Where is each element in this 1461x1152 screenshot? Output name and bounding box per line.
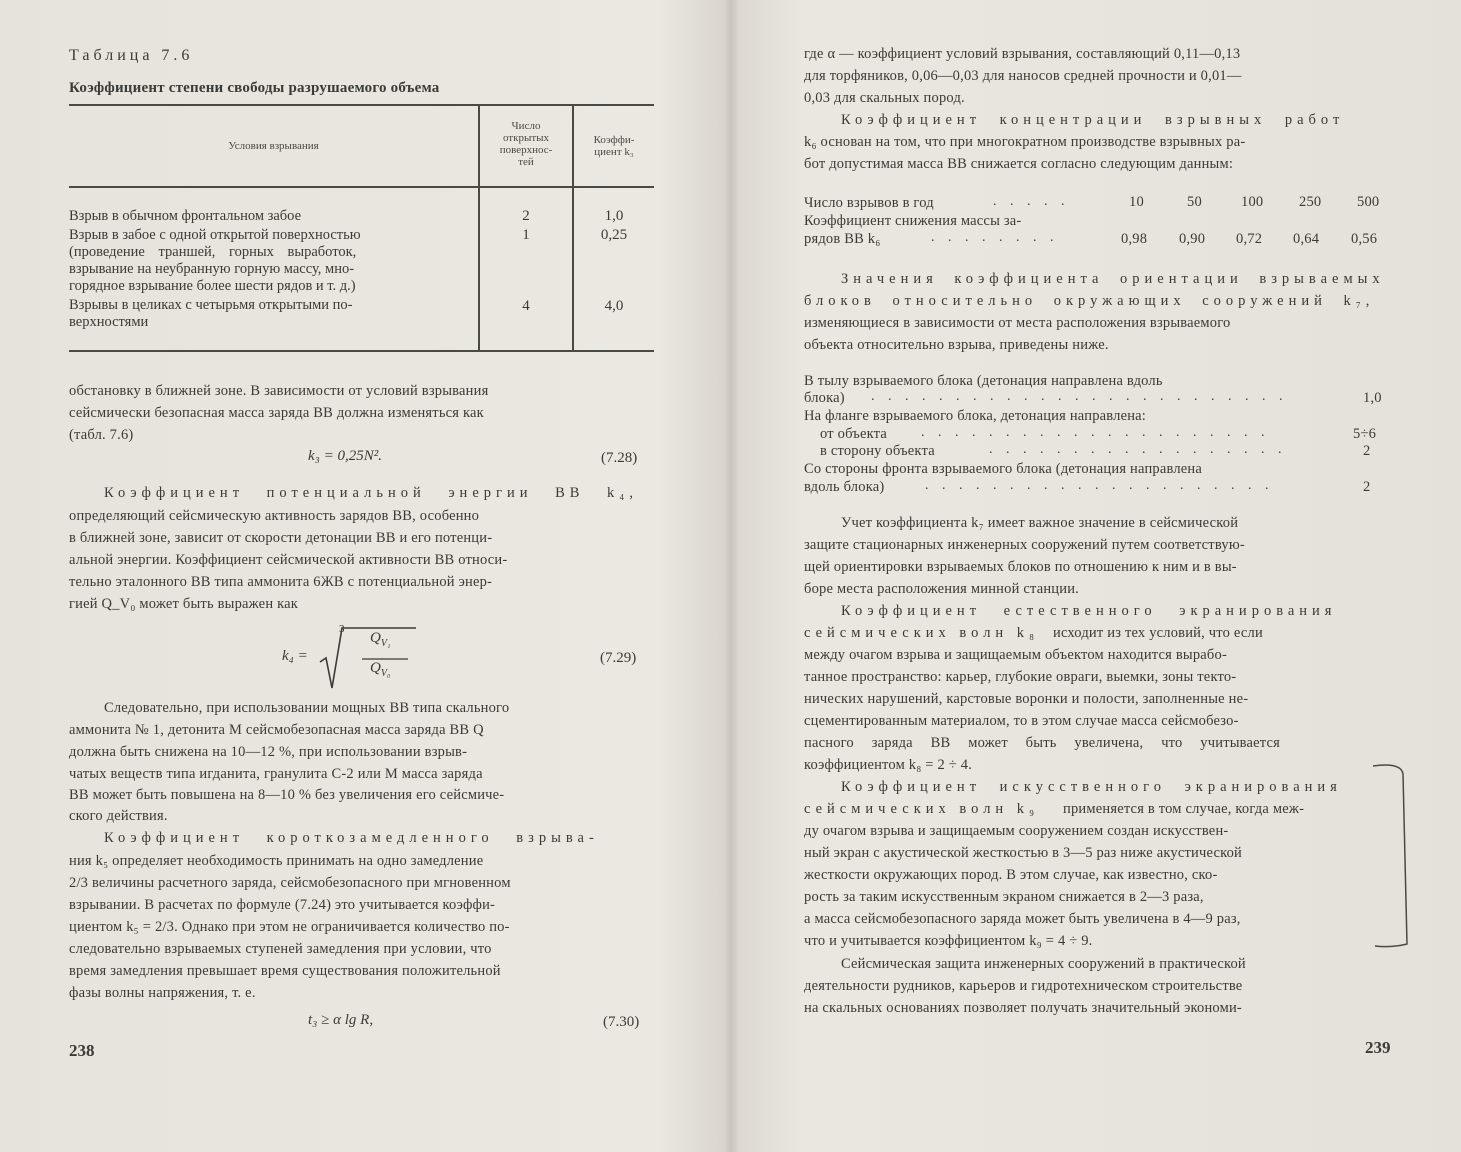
data-row2-value: 0,72 — [1236, 231, 1263, 247]
left-para4-line-2: 2/3 величины расчетного заряда, сейсмобезопасного при мгновенном — [69, 875, 511, 891]
right-para5-line-5: сцементированным материалом, то в этом случае масса сейсмобезо- — [804, 713, 1239, 729]
right-para4-line-4: боре места расположения минной станции. — [804, 581, 1080, 597]
left-para3-line-2: аммонита № 1, детонита М сейсмобезопасная масса заряда ВВ Q — [69, 722, 484, 738]
table-row-3-line-1: Взрывы в целиках с четырьмя открытыми по- — [69, 297, 353, 313]
right-para4-line-2: защите стационарных инженерных сооружений путем соответствую- — [804, 537, 1245, 553]
right-para7-line-2: деятельности рудников, карьеров и гидротехническом строительстве — [804, 978, 1243, 994]
right-para1-line-1: где α — коэффициент условий взрывания, составляющий 0,11—0,13 — [804, 46, 1241, 62]
left-para4-heading: Коэффициент короткозамедленного взрыва- — [104, 830, 599, 846]
table-bottom-rule — [69, 350, 654, 352]
left-para4-line-7: фазы волны напряжения, т. е. — [69, 985, 256, 1001]
table-header-conditions: Условия взрывания — [228, 140, 319, 152]
leader-dots: . . . . . . . . . . . . . . . . . . . . . — [921, 425, 1270, 440]
table-header-surfaces — [480, 120, 572, 168]
table-row-2-line-1: Взрыв в забое с одной открытой поверхностью — [69, 227, 361, 243]
left-para4-line-4: циентом k₅ = 2/3. Однако при этом не ограничивается количество по- — [69, 919, 510, 935]
data-row1-value: 10 — [1129, 194, 1144, 210]
data-row1-value: 100 — [1241, 194, 1264, 210]
eq29-den-sub: V₀ — [380, 668, 391, 679]
left-para1-line-1: обстановку в ближней зоне. В зависимости от условий взрывания — [69, 383, 489, 399]
radical-sign — [318, 622, 418, 692]
header-line: поверхнос- — [499, 144, 553, 156]
left-para1-line-2: сейсмически безопасная масса заряда ВВ должна изменяться как — [69, 405, 484, 421]
header-line: Коэффи- — [593, 134, 635, 146]
orient-item-value: 2 — [1363, 479, 1371, 495]
left-para4-line-1: ния k₅ определяет необходимость принимать на одно замедление — [69, 853, 484, 869]
data-row1-value: 250 — [1299, 194, 1322, 210]
orient-item-text: Со стороны фронта взрываемого блока (детонация направлена — [804, 461, 1203, 477]
data-row2-value: 0,98 — [1121, 231, 1148, 247]
right-para5-heading-2: сейсмических волн k₈ — [804, 625, 1040, 641]
left-para4-line-3: взрывании. В расчетах по формуле (7.24) это учитывается коэффи- — [69, 897, 496, 913]
table-row-2-line-2: (проведение траншей, горных выработок, — [69, 244, 357, 260]
right-para6-line-4: жесткости окружающих пород. В этом случае, как известно, ско- — [804, 867, 1218, 883]
orient-item-value: 1,0 — [1363, 390, 1382, 406]
table-row-2-coef: 0,25 — [600, 227, 628, 243]
orient-item-text: вдоль блока) — [804, 479, 885, 495]
right-para4-line-1: Учет коэффициента k₇ имеет важное значение в сейсмической — [841, 515, 1239, 531]
left-para1-line-3: (табл. 7.6) — [69, 427, 134, 443]
right-para5-heading: Коэффициент естественного экранирования — [841, 603, 1337, 619]
right-para5-line-1: исходит из тех условий, что если — [1053, 625, 1263, 641]
right-para2-line-1: k₆ основан на том, что при многократном производстве взрывных ра- — [804, 134, 1246, 150]
leader-dots: . . . . . . . . — [931, 230, 1059, 245]
left-para3-line-5: ВВ может быть повышена на 8—10 % без увеличения его сейсмиче- — [69, 787, 505, 803]
right-para3-heading-1: Значения коэффициента ориентации взрываемых — [841, 271, 1385, 287]
orient-item-text: от объекта — [820, 426, 888, 442]
data-row1-label: Число взрывов в год — [804, 195, 934, 211]
right-para1-line-3: 0,03 для скальных пород. — [804, 90, 965, 106]
right-para4-line-3: щей ориентировки взрываемых блоков по отношению к ним и в вы- — [804, 559, 1237, 575]
left-para2-line-5: гией Q_V₀ может быть выражен как — [69, 596, 299, 612]
right-page — [731, 0, 1461, 1152]
header-line: Число — [511, 120, 541, 132]
eq29-root-index: 3 — [339, 623, 345, 635]
header-line: тей — [518, 156, 534, 168]
left-page — [0, 0, 730, 1152]
table-row-1-condition: Взрыв в обычном фронтальном забое — [69, 208, 302, 224]
left-para3-line-4: чатых веществ типа игданита, гранулита С-2 или М масса заряда — [69, 766, 483, 782]
left-para2-line-4: тельно эталонного ВВ типа аммонита 6ЖВ с потенциальной энер- — [69, 574, 493, 590]
eq29-denominator — [370, 660, 390, 679]
right-para7-line-3: на скальных основаниях позволяет получать значительный экономи- — [804, 1000, 1242, 1016]
orient-item-text: На фланге взрываемого блока, детонация направлена: — [804, 408, 1147, 424]
right-para6-line-7: что и учитывается коэффициентом k₉ = 4 ÷ 9. — [804, 933, 1093, 949]
right-para5-line-7: коэффициентом k₈ = 2 ÷ 4. — [804, 757, 973, 773]
right-para6-heading-2: сейсмических волн k₉ — [804, 801, 1040, 817]
data-row2-label-2: рядов ВВ k₆ — [804, 231, 881, 247]
equation-7-29-number: (7.29) — [600, 650, 637, 666]
right-para1-line-2: для торфяников, 0,06—0,03 для наносов средней прочности и 0,01— — [804, 68, 1242, 84]
left-para3-line-1: Следовательно, при использовании мощных ВВ типа скального — [104, 700, 510, 716]
margin-bracket-mark — [1371, 760, 1411, 950]
right-para6-heading: Коэффициент искусственного экранирования — [841, 779, 1342, 795]
table-row-2-line-4: горядное взрывание более шести рядов и т. д.) — [69, 278, 356, 294]
equation-7-30: t₃ ≥ α lg R, — [308, 1012, 374, 1028]
left-page-number: 238 — [69, 1041, 95, 1060]
right-para7-line-1: Сейсмическая защита инженерных сооружений в практической — [841, 956, 1246, 972]
right-para6-line-2: ду очагом взрыва и защищаемым сооружением создан искусствен- — [804, 823, 1229, 839]
table-row-3-line-2: верхностями — [69, 314, 149, 330]
table-title: Коэффициент степени свободы разрушаемого объема — [69, 80, 440, 96]
right-para5-line-6: пасного заряда ВВ может быть увеличена, что учитывается — [804, 735, 1281, 751]
left-para4-line-5: следовательно взрываемых ступеней замедления при условии, что — [69, 941, 492, 957]
equation-7-30-number: (7.30) — [603, 1014, 640, 1030]
equation-7-28: k₃ = 0,25N². — [308, 448, 382, 464]
left-para2-heading: Коэффициент потенциальной энергии ВВ k₄, — [104, 485, 638, 501]
orient-item-value: 2 — [1363, 443, 1371, 459]
leader-dots: . . . . . . . . . . . . . . . . . . — [989, 442, 1287, 457]
leader-dots: . . . . . — [993, 194, 1070, 209]
left-para2-line-1: определяющий сейсмическую активность зарядов ВВ, особенно — [69, 508, 480, 524]
table-row-1-coef: 1,0 — [604, 208, 624, 224]
eq29-den-q: Q — [370, 660, 381, 676]
eq29-num-q: Q — [370, 630, 381, 646]
eq29-num-sub: V₁ — [380, 638, 391, 649]
data-row1-value: 50 — [1187, 194, 1202, 210]
right-para5-line-3: танное пространство: карьер, глубокие овраги, выемки, зоны текто- — [804, 669, 1237, 685]
table-top-rule — [69, 104, 654, 106]
data-row2-label-1: Коэффициент снижения массы за- — [804, 213, 1022, 229]
right-para3-line-2: объекта относительно взрыва, приведены ниже. — [804, 337, 1109, 353]
data-row2-value: 0,90 — [1179, 231, 1206, 247]
right-para6-line-1: применяется в том случае, когда меж- — [1063, 801, 1305, 817]
right-para2-line-2: бот допустимая масса ВВ снижается согласно следующим данным: — [804, 156, 1234, 172]
left-para2-line-3: альной энергии. Коэффициент сейсмической активности ВВ относи- — [69, 552, 508, 568]
leader-dots: . . . . . . . . . . . . . . . . . . . . . — [925, 478, 1274, 493]
orient-item-text: блока) — [804, 390, 845, 406]
right-para6-line-6: а масса сейсмобезопасного заряда может быть увеличена в 4—9 раз, — [804, 911, 1241, 927]
table-header-rule — [69, 186, 654, 188]
right-para3-heading-2: блоков относительно окружающих сооружений k₇, — [804, 293, 1375, 309]
left-para4-line-6: время замедления превышает время существования положительной — [69, 963, 501, 979]
left-para2-line-2: в ближней зоне, зависит от скорости детонации ВВ и его потенци- — [69, 530, 493, 546]
right-page-number: 239 — [1365, 1038, 1391, 1057]
eq29-numerator — [370, 630, 390, 649]
data-row2-value: 0,56 — [1351, 231, 1378, 247]
right-para5-line-2: между очагом взрыва и защищаемым объектом находится вырабо- — [804, 647, 1227, 663]
data-row2-value: 0,64 — [1293, 231, 1320, 247]
orient-item-value: 5÷6 — [1353, 426, 1377, 442]
right-para6-line-3: ный экран с акустической жесткостью в 3—5 раз ниже акустической — [804, 845, 1243, 861]
right-para6-line-5: рость за таким искусственным экраном снижается в 2—3 раза, — [804, 889, 1204, 905]
header-line: циент k₃ — [594, 146, 634, 158]
data-row1-value: 500 — [1357, 194, 1380, 210]
table-row-3-surfaces: 4 — [522, 298, 530, 314]
header-line: открытых — [502, 132, 550, 144]
table-header-coef — [574, 134, 654, 158]
orient-item-text: в сторону объекта — [820, 443, 935, 459]
table-row-2-line-3: взрывание на неубранную горную массу, мно- — [69, 261, 355, 277]
leader-dots: . . . . . . . . . . . . . . . . . . . . . . . . . — [871, 389, 1288, 404]
table-row-2-surfaces: 1 — [522, 227, 530, 243]
right-para2-heading: Коэффициент концентрации взрывных работ — [841, 112, 1345, 128]
left-para3-line-3: должна быть снижена на 10—12 %, при использовании взрыв- — [69, 744, 468, 760]
equation-7-28-number: (7.28) — [601, 450, 638, 466]
table-row-3-coef: 4,0 — [604, 298, 624, 314]
eq29-lhs: k₄ = — [282, 648, 308, 664]
table-label: Таблица 7.6 — [69, 47, 194, 64]
right-para5-line-4: нических нарушений, карстовые воронки и полости, заполненные не- — [804, 691, 1249, 707]
orient-item-text: В тылу взрываемого блока (детонация направлена вдоль — [804, 373, 1163, 389]
right-para3-line-1: изменяющиеся в зависимости от места расположения взрываемого — [804, 315, 1231, 331]
left-para3-line-6: ского действия. — [69, 808, 168, 824]
table-row-1-surfaces: 2 — [522, 208, 530, 224]
